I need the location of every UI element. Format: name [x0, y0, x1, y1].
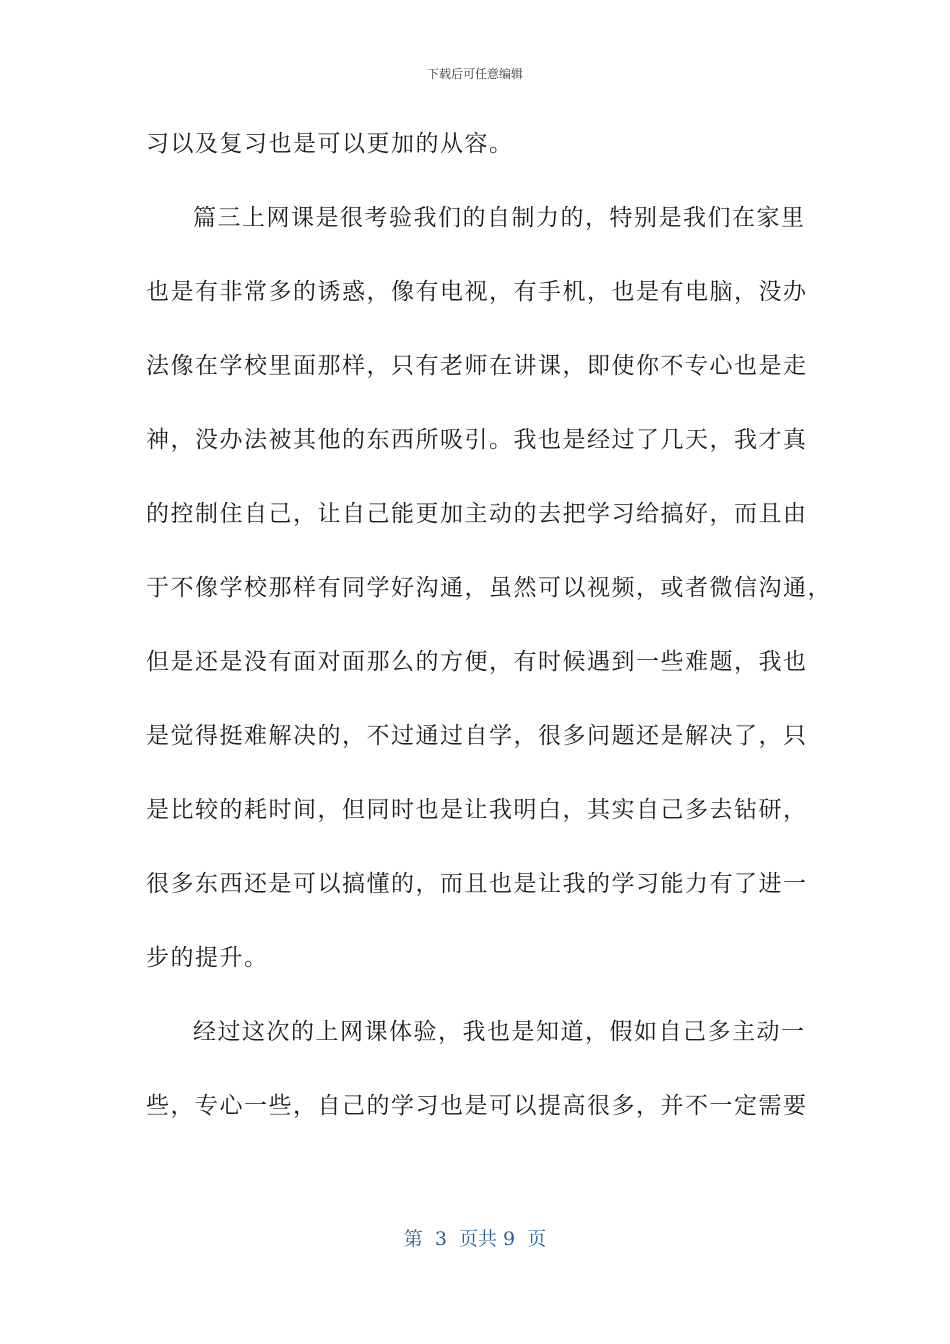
text-line: 些，专心一些，自己的学习也是可以提高很多，并不一定需要 — [146, 1093, 808, 1119]
page-number-footer: 第 3 页共 9 页 — [403, 1228, 547, 1250]
paragraph-start-line: 经过这次的上网课体验，我也是知道，假如自己多主动一 — [193, 1019, 806, 1045]
text-line: 是觉得挺难解决的，不过通过自学，很多问题还是解决了，只 — [146, 723, 808, 749]
text-line: 也是有非常多的诱惑，像有电视，有手机，也是有电脑，没办 — [146, 279, 808, 305]
text-line: 很多东西还是可以搞懂的，而且也是让我的学习能力有了进一 — [146, 871, 808, 897]
text-line: 习以及复习也是可以更加的从容。 — [146, 131, 514, 157]
text-line: 但是还是没有面对面那么的方便，有时候遇到一些难题，我也 — [146, 649, 808, 675]
text-line: 神，没办法被其他的东西所吸引。我也是经过了几天，我才真 — [146, 427, 808, 453]
text-line: 是比较的耗时间，但同时也是让我明白，其实自己多去钻研， — [146, 797, 808, 823]
text-line: 于不像学校那样有同学好沟通，虽然可以视频，或者微信沟通， — [146, 575, 832, 601]
document-body — [146, 124, 832, 1160]
paragraph-start-line: 篇三上网课是很考验我们的自制力的，特别是我们在家里 — [193, 205, 806, 231]
page-header: 下载后可任意编辑 — [426, 67, 523, 81]
text-line: 步的提升。 — [146, 945, 269, 971]
text-line: 的控制住自己，让自己能更加主动的去把学习给搞好，而且由 — [146, 501, 808, 527]
text-line: 法像在学校里面那样，只有老师在讲课，即使你不专心也是走 — [146, 353, 808, 379]
